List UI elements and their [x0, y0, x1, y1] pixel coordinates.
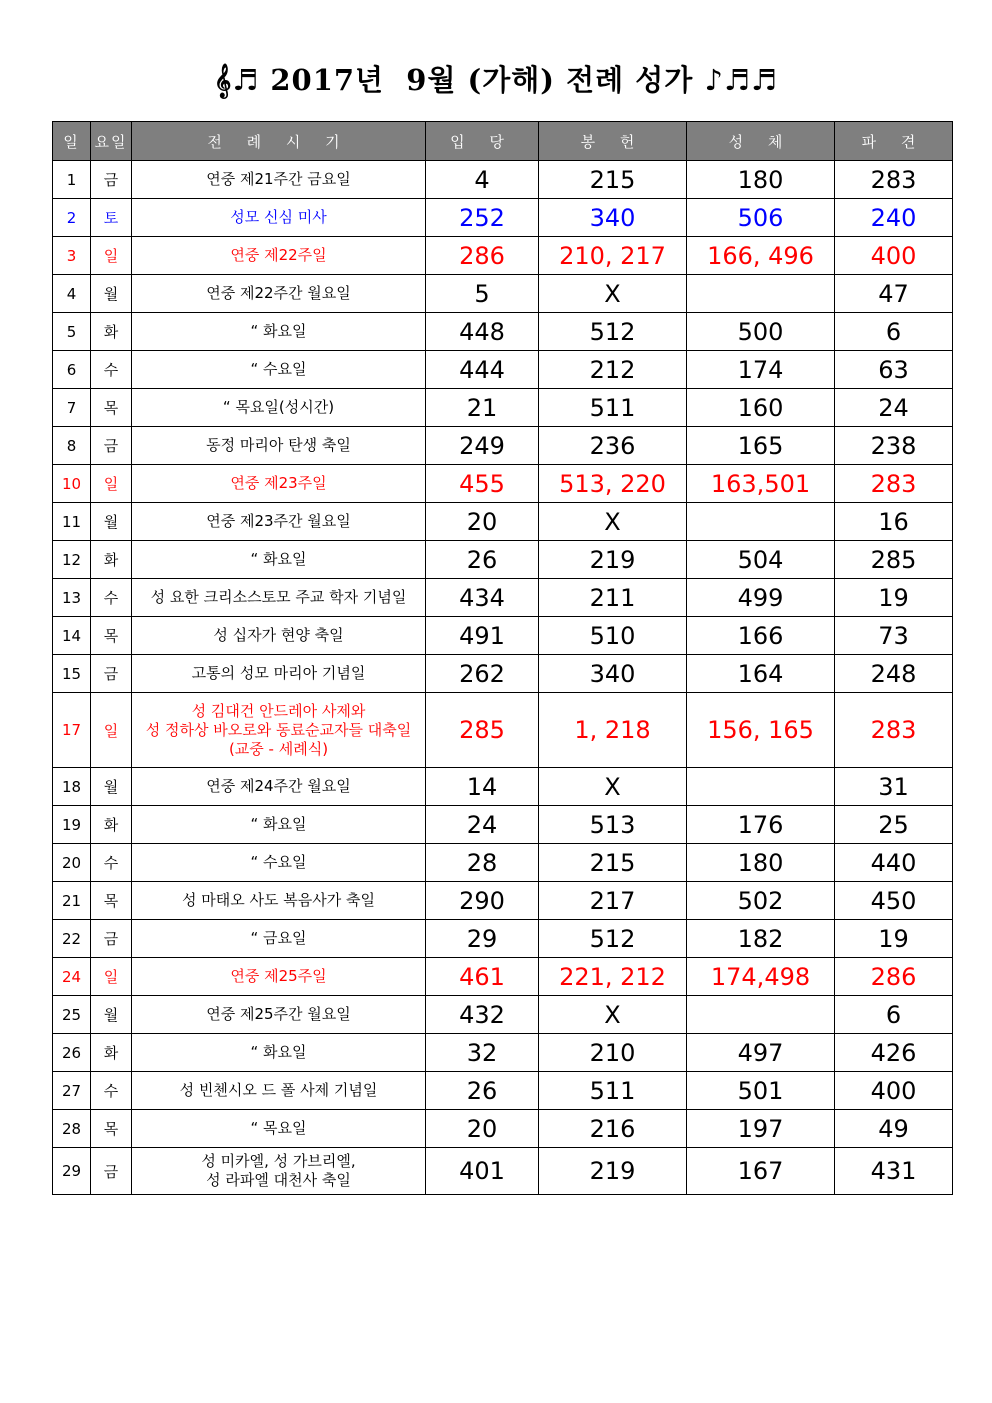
cell-dismissal-hymn: 49 [835, 1110, 953, 1148]
cell-communion-hymn: 197 [687, 1110, 835, 1148]
cell-communion-hymn: 174 [687, 351, 835, 389]
cell-weekday: 일 [91, 958, 132, 996]
cell-weekday: 월 [91, 275, 132, 313]
cell-day: 11 [53, 503, 91, 541]
header-communion: 성 체 [687, 122, 835, 161]
cell-entrance-hymn: 448 [426, 313, 539, 351]
cell-weekday: 월 [91, 503, 132, 541]
cell-communion-hymn: 167 [687, 1148, 835, 1195]
cell-dismissal-hymn: 47 [835, 275, 953, 313]
cell-weekday: 수 [91, 844, 132, 882]
cell-offertory-hymn: 219 [539, 541, 687, 579]
cell-day: 14 [53, 617, 91, 655]
cell-day: 25 [53, 996, 91, 1034]
table-row [53, 655, 953, 693]
cell-day: 24 [53, 958, 91, 996]
cell-dismissal-hymn: 31 [835, 768, 953, 806]
cell-weekday: 월 [91, 996, 132, 1034]
cell-offertory-hymn: X [539, 996, 687, 1034]
cell-day: 22 [53, 920, 91, 958]
cell-dismissal-hymn: 19 [835, 579, 953, 617]
cell-dismissal-hymn: 63 [835, 351, 953, 389]
table-row [53, 996, 953, 1034]
cell-day: 2 [53, 199, 91, 237]
cell-dismissal-hymn: 24 [835, 389, 953, 427]
cell-dismissal-hymn: 440 [835, 844, 953, 882]
cell-communion-hymn: 164 [687, 655, 835, 693]
cell-dismissal-hymn: 285 [835, 541, 953, 579]
cell-offertory-hymn: X [539, 768, 687, 806]
cell-communion-hymn [687, 503, 835, 541]
cell-offertory-hymn: 216 [539, 1110, 687, 1148]
cell-day: 19 [53, 806, 91, 844]
cell-offertory-hymn: 1, 218 [539, 693, 687, 768]
cell-communion-hymn: 504 [687, 541, 835, 579]
cell-entrance-hymn: 491 [426, 617, 539, 655]
cell-day: 1 [53, 161, 91, 199]
table-row [53, 427, 953, 465]
cell-dismissal-hymn: 16 [835, 503, 953, 541]
cell-communion-hymn: 163,501 [687, 465, 835, 503]
cell-offertory-hymn: 340 [539, 655, 687, 693]
cell-offertory-hymn: 511 [539, 1072, 687, 1110]
cell-liturgical-day: 연중 제23주일 [132, 465, 426, 503]
page-title: 𝄞♬ 2017년 9월 (가해) 전례 성가 ♪♬♬ [214, 63, 778, 97]
cell-day: 4 [53, 275, 91, 313]
cell-entrance-hymn: 455 [426, 465, 539, 503]
cell-offertory-hymn: 510 [539, 617, 687, 655]
cell-weekday: 수 [91, 1072, 132, 1110]
cell-offertory-hymn: 212 [539, 351, 687, 389]
cell-communion-hymn: 166, 496 [687, 237, 835, 275]
table-row [53, 199, 953, 237]
header-row [53, 122, 953, 161]
header-dismissal: 파 견 [835, 122, 953, 161]
cell-communion-hymn: 156, 165 [687, 693, 835, 768]
table-row [53, 313, 953, 351]
cell-communion-hymn: 501 [687, 1072, 835, 1110]
cell-day: 28 [53, 1110, 91, 1148]
cell-entrance-hymn: 401 [426, 1148, 539, 1195]
cell-liturgical-day: 연중 제25주간 월요일 [132, 996, 426, 1034]
cell-dismissal-hymn: 19 [835, 920, 953, 958]
table-row [53, 617, 953, 655]
cell-communion-hymn: 180 [687, 844, 835, 882]
cell-liturgical-day: “ 목요일(성시간) [132, 389, 426, 427]
cell-communion-hymn: 180 [687, 161, 835, 199]
cell-day: 29 [53, 1148, 91, 1195]
cell-offertory-hymn: 513 [539, 806, 687, 844]
cell-day: 13 [53, 579, 91, 617]
cell-liturgical-day: 성 마태오 사도 복음사가 축일 [132, 882, 426, 920]
cell-offertory-hymn: 210, 217 [539, 237, 687, 275]
cell-offertory-hymn: 511 [539, 389, 687, 427]
table-row [53, 541, 953, 579]
table-row [53, 579, 953, 617]
cell-offertory-hymn: 221, 212 [539, 958, 687, 996]
cell-dismissal-hymn: 450 [835, 882, 953, 920]
cell-liturgical-day: “ 수요일 [132, 351, 426, 389]
cell-entrance-hymn: 32 [426, 1034, 539, 1072]
table-row [53, 920, 953, 958]
cell-weekday: 금 [91, 920, 132, 958]
cell-liturgical-day: 성 미카엘, 성 가브리엘, 성 라파엘 대천사 축일 [132, 1148, 426, 1195]
cell-entrance-hymn: 20 [426, 1110, 539, 1148]
cell-communion-hymn: 182 [687, 920, 835, 958]
cell-communion-hymn: 174,498 [687, 958, 835, 996]
cell-day: 21 [53, 882, 91, 920]
cell-dismissal-hymn: 6 [835, 313, 953, 351]
table-row [53, 465, 953, 503]
cell-day: 20 [53, 844, 91, 882]
cell-liturgical-day: “ 목요일 [132, 1110, 426, 1148]
table-row [53, 1148, 953, 1195]
table-row [53, 503, 953, 541]
cell-day: 15 [53, 655, 91, 693]
cell-weekday: 금 [91, 427, 132, 465]
cell-entrance-hymn: 286 [426, 237, 539, 275]
cell-weekday: 일 [91, 237, 132, 275]
table-row [53, 161, 953, 199]
cell-entrance-hymn: 20 [426, 503, 539, 541]
cell-liturgical-day: “ 화요일 [132, 1034, 426, 1072]
cell-offertory-hymn: 512 [539, 920, 687, 958]
cell-offertory-hymn: 217 [539, 882, 687, 920]
cell-liturgical-day: 연중 제22주간 월요일 [132, 275, 426, 313]
cell-entrance-hymn: 29 [426, 920, 539, 958]
cell-communion-hymn: 506 [687, 199, 835, 237]
cell-day: 10 [53, 465, 91, 503]
cell-entrance-hymn: 28 [426, 844, 539, 882]
table-row [53, 1072, 953, 1110]
cell-dismissal-hymn: 6 [835, 996, 953, 1034]
cell-liturgical-day: “ 화요일 [132, 806, 426, 844]
cell-entrance-hymn: 4 [426, 161, 539, 199]
cell-liturgical-day: “ 화요일 [132, 541, 426, 579]
cell-day: 6 [53, 351, 91, 389]
cell-weekday: 금 [91, 1148, 132, 1195]
cell-offertory-hymn: 210 [539, 1034, 687, 1072]
cell-communion-hymn: 497 [687, 1034, 835, 1072]
cell-liturgical-day: “ 금요일 [132, 920, 426, 958]
cell-dismissal-hymn: 286 [835, 958, 953, 996]
cell-liturgical-day: 연중 제21주간 금요일 [132, 161, 426, 199]
cell-entrance-hymn: 461 [426, 958, 539, 996]
cell-communion-hymn [687, 996, 835, 1034]
cell-liturgical-day: “ 수요일 [132, 844, 426, 882]
table-row [53, 958, 953, 996]
cell-weekday: 금 [91, 161, 132, 199]
cell-dismissal-hymn: 426 [835, 1034, 953, 1072]
table-row [53, 844, 953, 882]
cell-offertory-hymn: X [539, 503, 687, 541]
table-row [53, 275, 953, 313]
table-row [53, 806, 953, 844]
cell-entrance-hymn: 24 [426, 806, 539, 844]
cell-liturgical-day: 연중 제23주간 월요일 [132, 503, 426, 541]
header-weekday: 요일 [91, 122, 132, 161]
cell-entrance-hymn: 26 [426, 541, 539, 579]
cell-liturgical-day: “ 화요일 [132, 313, 426, 351]
table-row [53, 389, 953, 427]
table-row [53, 768, 953, 806]
cell-communion-hymn: 500 [687, 313, 835, 351]
cell-communion-hymn: 499 [687, 579, 835, 617]
cell-offertory-hymn: 236 [539, 427, 687, 465]
liturgy-schedule-table [52, 121, 953, 1195]
cell-day: 7 [53, 389, 91, 427]
cell-weekday: 토 [91, 199, 132, 237]
table-row [53, 1034, 953, 1072]
cell-entrance-hymn: 290 [426, 882, 539, 920]
cell-dismissal-hymn: 283 [835, 465, 953, 503]
cell-weekday: 화 [91, 541, 132, 579]
cell-offertory-hymn: 211 [539, 579, 687, 617]
cell-offertory-hymn: X [539, 275, 687, 313]
table-row [53, 882, 953, 920]
cell-weekday: 일 [91, 465, 132, 503]
cell-offertory-hymn: 215 [539, 844, 687, 882]
cell-liturgical-day: 고통의 성모 마리아 기념일 [132, 655, 426, 693]
cell-day: 26 [53, 1034, 91, 1072]
header-liturgical-season: 전 례 시 기 [132, 122, 426, 161]
cell-communion-hymn: 502 [687, 882, 835, 920]
cell-day: 18 [53, 768, 91, 806]
cell-entrance-hymn: 21 [426, 389, 539, 427]
header-offertory: 봉 헌 [539, 122, 687, 161]
cell-weekday: 목 [91, 882, 132, 920]
cell-entrance-hymn: 252 [426, 199, 539, 237]
cell-entrance-hymn: 14 [426, 768, 539, 806]
cell-liturgical-day: 성 빈첸시오 드 폴 사제 기념일 [132, 1072, 426, 1110]
header-day: 일 [53, 122, 91, 161]
cell-weekday: 수 [91, 351, 132, 389]
cell-entrance-hymn: 26 [426, 1072, 539, 1110]
cell-day: 27 [53, 1072, 91, 1110]
table-row [53, 237, 953, 275]
cell-dismissal-hymn: 283 [835, 693, 953, 768]
cell-liturgical-day: 성모 신심 미사 [132, 199, 426, 237]
cell-weekday: 수 [91, 579, 132, 617]
cell-dismissal-hymn: 431 [835, 1148, 953, 1195]
cell-dismissal-hymn: 238 [835, 427, 953, 465]
cell-liturgical-day: 성 요한 크리소스토모 주교 학자 기념일 [132, 579, 426, 617]
cell-liturgical-day: 연중 제25주일 [132, 958, 426, 996]
cell-weekday: 화 [91, 806, 132, 844]
cell-liturgical-day: 동정 마리아 탄생 축일 [132, 427, 426, 465]
cell-entrance-hymn: 285 [426, 693, 539, 768]
cell-day: 8 [53, 427, 91, 465]
cell-offertory-hymn: 340 [539, 199, 687, 237]
cell-communion-hymn [687, 275, 835, 313]
cell-entrance-hymn: 249 [426, 427, 539, 465]
cell-day: 17 [53, 693, 91, 768]
cell-weekday: 금 [91, 655, 132, 693]
cell-communion-hymn [687, 768, 835, 806]
cell-weekday: 일 [91, 693, 132, 768]
cell-liturgical-day: 성 십자가 현양 축일 [132, 617, 426, 655]
table-row [53, 1110, 953, 1148]
cell-offertory-hymn: 512 [539, 313, 687, 351]
cell-weekday: 목 [91, 1110, 132, 1148]
cell-liturgical-day: 연중 제22주일 [132, 237, 426, 275]
cell-dismissal-hymn: 240 [835, 199, 953, 237]
cell-offertory-hymn: 219 [539, 1148, 687, 1195]
cell-entrance-hymn: 434 [426, 579, 539, 617]
table-row [53, 693, 953, 768]
table-row [53, 351, 953, 389]
cell-communion-hymn: 160 [687, 389, 835, 427]
cell-dismissal-hymn: 400 [835, 1072, 953, 1110]
cell-communion-hymn: 176 [687, 806, 835, 844]
cell-weekday: 목 [91, 617, 132, 655]
cell-liturgical-day: 성 김대건 안드레아 사제와 성 정하상 바오로와 동료순교자들 대축일 (교중 - 세례식) [132, 693, 426, 768]
cell-communion-hymn: 166 [687, 617, 835, 655]
header-entrance: 입 당 [426, 122, 539, 161]
cell-dismissal-hymn: 400 [835, 237, 953, 275]
cell-day: 12 [53, 541, 91, 579]
cell-entrance-hymn: 432 [426, 996, 539, 1034]
cell-dismissal-hymn: 283 [835, 161, 953, 199]
cell-entrance-hymn: 5 [426, 275, 539, 313]
cell-communion-hymn: 165 [687, 427, 835, 465]
cell-entrance-hymn: 444 [426, 351, 539, 389]
cell-day: 5 [53, 313, 91, 351]
cell-entrance-hymn: 262 [426, 655, 539, 693]
cell-weekday: 월 [91, 768, 132, 806]
cell-weekday: 화 [91, 313, 132, 351]
cell-weekday: 화 [91, 1034, 132, 1072]
cell-weekday: 목 [91, 389, 132, 427]
cell-offertory-hymn: 215 [539, 161, 687, 199]
cell-dismissal-hymn: 248 [835, 655, 953, 693]
cell-day: 3 [53, 237, 91, 275]
cell-offertory-hymn: 513, 220 [539, 465, 687, 503]
cell-dismissal-hymn: 73 [835, 617, 953, 655]
cell-liturgical-day: 연중 제24주간 월요일 [132, 768, 426, 806]
cell-dismissal-hymn: 25 [835, 806, 953, 844]
